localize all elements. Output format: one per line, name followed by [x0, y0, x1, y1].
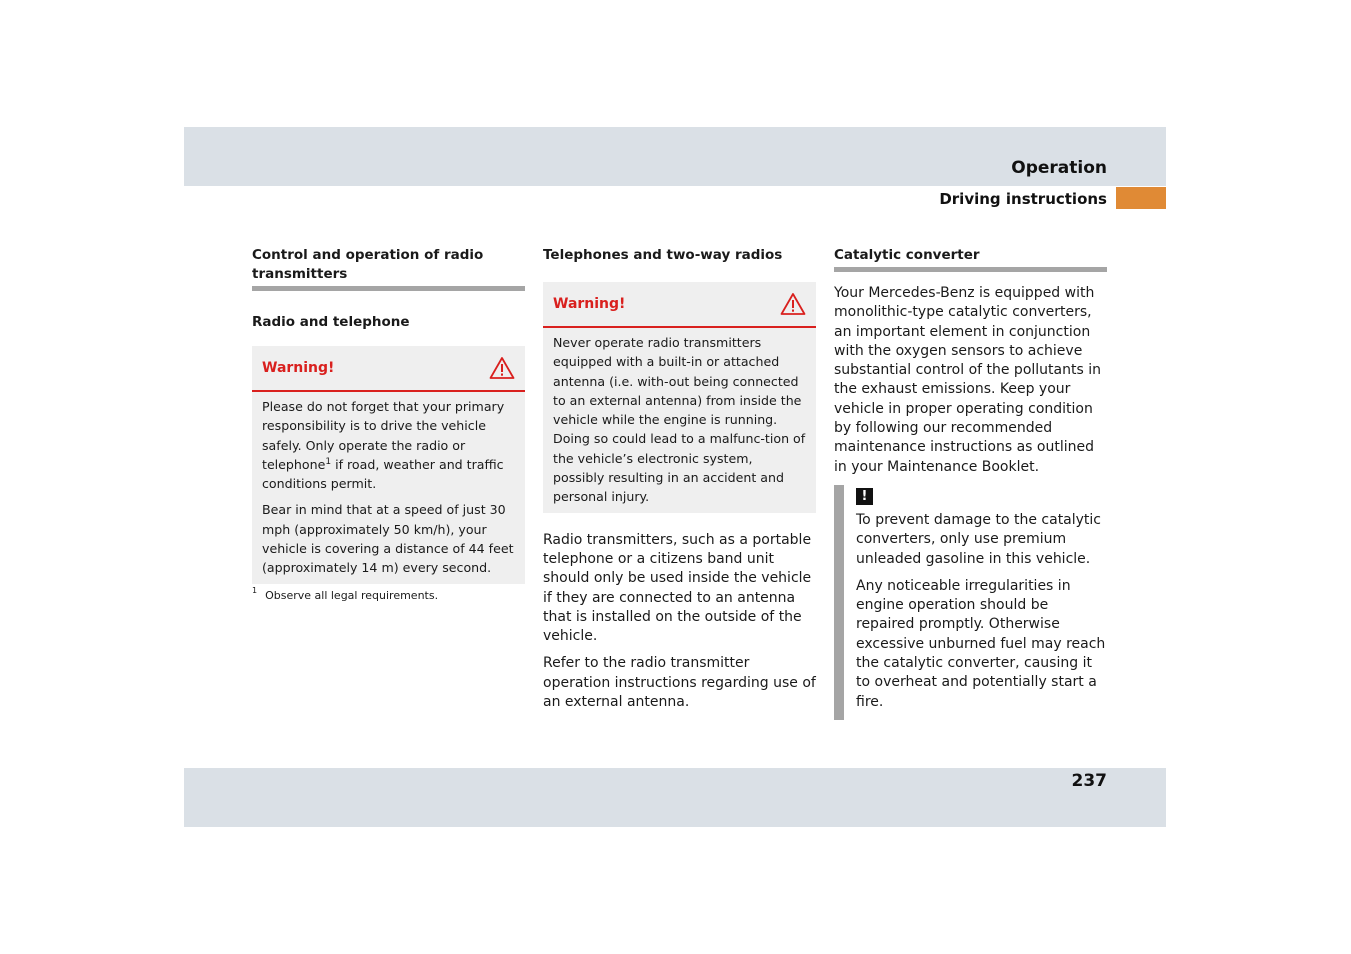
warning-body — [543, 328, 816, 513]
warning-body — [252, 392, 525, 584]
section-tab-marker — [1116, 187, 1166, 209]
body-paragraph: Radio transmitters, such as a portable telephone or a citizens band unit should only be used inside the vehicle if they are connected to an antenna that is installed on the outside of the vehicle. — [543, 531, 812, 645]
page-number: 237 — [1071, 771, 1107, 791]
notice-content — [844, 485, 1107, 720]
warning-triangle-icon — [780, 292, 806, 316]
heading-radio-transmitters: Control and operation of radio transmitters — [252, 247, 484, 282]
column-telephones — [543, 246, 816, 720]
exclamation-icon: ! — [856, 488, 873, 505]
subsection-title: Driving instructions — [939, 190, 1107, 208]
notice-bar — [834, 485, 844, 720]
warning-box — [252, 346, 525, 584]
heading-telephones: Telephones and two-way radios — [543, 247, 783, 263]
footnote — [252, 585, 525, 602]
warning-box — [543, 282, 816, 513]
column-catalytic-converter — [834, 246, 1107, 720]
warning-text: if road, weather and traffic conditions permit. — [262, 456, 504, 492]
footnote-text: Observe all legal requirements. — [265, 588, 439, 602]
notice-box — [834, 485, 1107, 720]
heading-catalytic-converter: Catalytic converter — [834, 247, 980, 263]
warning-paragraph: Never operate radio transmitters equipped with a built-in or attached antenna (i.e. with-out being connected to an external antenna) from inside the vehicle while the engine is running. Doing so could lead to a malfunc-tion of the vehicle’s electronic system, possibly resulting in an accident and personal injury. — [553, 335, 806, 505]
warning-paragraph — [262, 397, 515, 493]
body-paragraph: Your Mercedes-Benz is equipped with monolithic-type catalytic converters, an important element in conjunction with the oxygen sensors to achieve substantial control of the pollutants in the exhaust emissions. Keep your vehicle in proper operating condition by following our recommended maintenance instructions as outlined in your Maintenance Booklet. — [834, 285, 1101, 475]
warning-title: Warning! — [262, 360, 335, 376]
warning-header — [543, 282, 816, 328]
footer-band — [184, 768, 1166, 827]
body-paragraph: Refer to the radio transmitter operation instructions regarding use of an external antenna. — [543, 655, 816, 711]
column-radio-transmitters — [252, 246, 525, 602]
warning-triangle-icon — [489, 356, 515, 380]
notice-paragraph: Any noticeable irregularities in engine operation should be repaired promptly. Otherwise excessive unburned fuel may reach the catalytic converter, causing it to overheat and potentially start a fire. — [856, 577, 1106, 710]
footnote-mark: 1 — [252, 585, 258, 595]
footnote-ref: 1 — [325, 456, 332, 467]
warning-header — [252, 346, 525, 392]
warning-text: Please do not forget that your primary responsibility is to drive the vehicle safely. Only operate the radio or telephone — [262, 399, 505, 472]
heading-rule — [252, 286, 525, 291]
warning-paragraph: Bear in mind that at a speed of just 30 mph (approximately 50 km/h), your vehicle is covering a distance of 44 feet (approximately 14 m) every second. — [262, 502, 514, 576]
section-title: Operation — [1011, 158, 1107, 178]
warning-title: Warning! — [553, 296, 626, 312]
subheading-radio-telephone: Radio and telephone — [252, 314, 410, 330]
notice-paragraph: To prevent damage to the catalytic converters, only use premium unleaded gasoline in this vehicle. — [856, 511, 1102, 567]
